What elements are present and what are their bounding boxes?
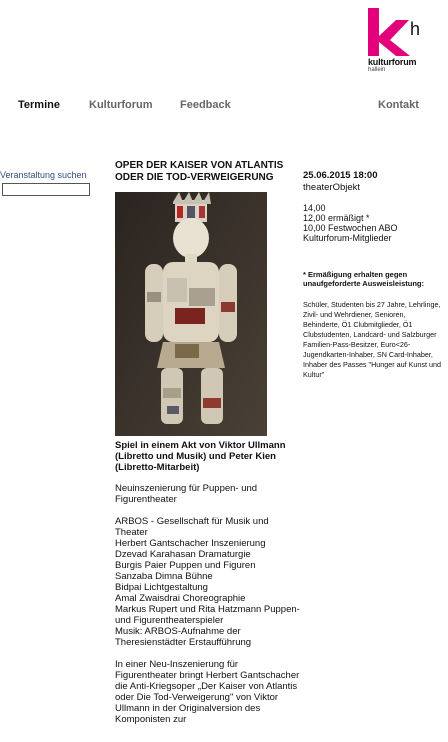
price-list <box>303 203 443 243</box>
logo-city: hallein <box>368 67 386 73</box>
event-title: OPER DER KAISER VON ATLANTIS ODER DIE TOD-VERWEIGERUNG <box>115 160 284 183</box>
credit-line: Bidpai Lichtgestaltung <box>115 582 208 593</box>
puppet-figure-illustration <box>115 192 267 436</box>
logo-k-mark <box>366 8 410 56</box>
discount-eligible-list: Schüler, Studenten bis 27 Jahre, Lehrlinge, Zivil- und Wehrdiener, Senioren, Behinderte, Ö1 Clubmitglieder, Ö1 Clubstudenten, Landcard- und Salzburger Familien-Pass-Besitzer, Euro<26-Jugendkarten-Inhaber, SN Card-Inhaber, Inhaber des Passes "Hunger auf Kunst und Kultur" <box>303 300 442 379</box>
credit-line: Herbert Gantschacher Inszenierung <box>115 538 266 549</box>
price-line: 14,00 <box>303 203 326 213</box>
price-line: 10,00 Festwochen ABO <box>303 223 398 233</box>
event-body <box>115 483 300 736</box>
price-line: Kulturforum-Mitglieder <box>303 233 392 243</box>
nav-termine[interactable]: Termine <box>18 99 60 111</box>
credit-line: Sanzaba Dimna Bühne <box>115 571 213 582</box>
nav-kontakt[interactable]: Kontakt <box>378 99 419 111</box>
event-date: 25.06.2015 18:00 <box>303 170 378 181</box>
event-description: In einer Neu-Inszenierung für Figurentheater bringt Herbert Gantschacher die Anti-Kriegsoper „Der Kaiser von Atlantis oder Die Tod-Verweigerung" von Viktor Ullmann in der Originalversion des Komponisten zur <box>115 659 300 725</box>
logo-superscript: h <box>410 19 421 39</box>
nav-kulturforum[interactable]: Kulturforum <box>89 99 153 111</box>
kulturforum-logo[interactable] <box>366 8 444 73</box>
nav-feedback[interactable]: Feedback <box>180 99 231 111</box>
event-poster-image <box>115 192 267 436</box>
discount-note: * Ermäßigung erhalten gegen unaufgeforderte Ausweisleistung: <box>303 270 424 288</box>
search-input[interactable] <box>2 183 90 196</box>
event-venue: theaterObjekt <box>303 182 361 193</box>
event-subtitle: Spiel in einem Akt von Viktor Ullmann (Libretto und Musik) und Peter Kien (Libretto-Mitarbeit) <box>115 440 286 473</box>
event-intro: Neuinszenierung für Puppen- und Figurentheater <box>115 483 258 505</box>
credit-line: ARBOS - Gesellschaft für Musik und Theater <box>115 516 269 538</box>
credit-line: Markus Rupert und Rita Hatzmann Puppen- und Figurentheaterspieler <box>115 604 300 626</box>
credit-line: Amal Zwaisdrai Choreographie <box>115 593 246 604</box>
main-nav <box>0 99 448 115</box>
price-line: 12,00 ermäßigt * <box>303 213 370 223</box>
logo-name: kulturforum <box>368 57 417 67</box>
search-label: Veranstaltung suchen <box>0 170 87 180</box>
credit-line: Burgis Paier Puppen und Figuren <box>115 560 256 571</box>
event-credits <box>115 516 300 648</box>
credit-line: Dzevad Karahasan Dramaturgie <box>115 549 251 560</box>
credit-line: Musik: ARBOS-Aufnahme der Theresienstädter Erstaufführung <box>115 626 252 648</box>
